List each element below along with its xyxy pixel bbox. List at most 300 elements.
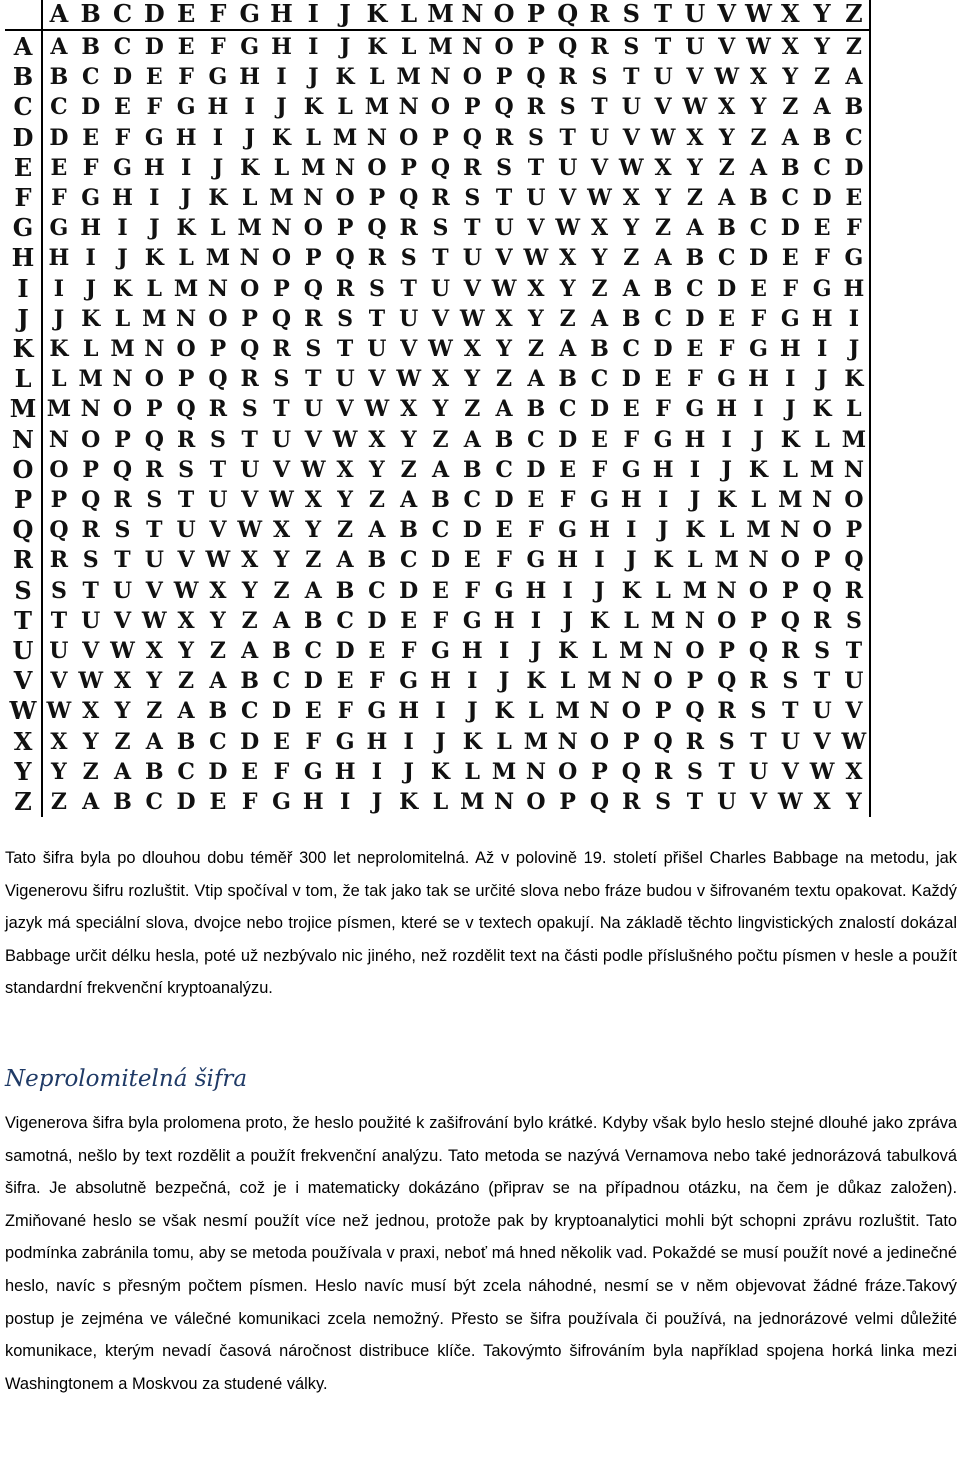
table-cell: I <box>626 517 637 544</box>
table-cell: G <box>144 124 164 151</box>
table-cell: V <box>241 487 259 514</box>
table-cell: Y <box>559 275 576 302</box>
table-cell: S <box>82 547 99 574</box>
table-cell: C <box>463 487 482 514</box>
table-cell: A <box>336 547 354 574</box>
table-cell: L <box>464 758 481 785</box>
table-cell: W <box>46 698 72 725</box>
table-cell: I <box>308 34 319 61</box>
table-cell: A <box>431 456 450 483</box>
table-cell: C <box>240 698 259 725</box>
table-cell: J <box>308 64 319 91</box>
table-cell: I <box>244 94 255 121</box>
table-cell: E <box>750 275 767 302</box>
table-cell: H <box>811 305 833 332</box>
table-cell: A <box>654 245 672 272</box>
table-cell: B <box>590 336 609 363</box>
table-cell: S <box>464 185 481 212</box>
table-cell: O <box>208 305 228 332</box>
table-cell: Z <box>464 396 481 423</box>
table-cell: Y <box>178 638 194 665</box>
table-cell: R <box>590 34 609 61</box>
table-cell: C <box>527 426 545 453</box>
table-row-key-letter: I <box>17 273 29 303</box>
table-right-border <box>869 0 871 817</box>
table-cell: Y <box>687 154 703 181</box>
table-cell: G <box>335 728 355 755</box>
table-cell: Z <box>623 245 640 272</box>
table-cell: X <box>495 305 513 332</box>
table-cell: L <box>782 456 799 483</box>
table-cell: L <box>687 547 703 574</box>
table-cell: Y <box>337 487 353 514</box>
table-cell: I <box>689 456 701 483</box>
table-cell: R <box>812 607 832 634</box>
table-cell: S <box>686 758 703 785</box>
table-cell: G <box>49 215 69 242</box>
table-cell: K <box>430 758 451 785</box>
table-cell: S <box>337 305 354 332</box>
table-cell: L <box>369 64 385 91</box>
table-cell: B <box>749 185 768 212</box>
table-cell: S <box>432 215 449 242</box>
table-cell: B <box>335 577 355 604</box>
table-cell: U <box>367 336 387 363</box>
table-cell: V <box>113 607 132 634</box>
table-cell: B <box>812 124 832 151</box>
table-cell: V <box>431 305 450 332</box>
table-cell: R <box>367 245 387 272</box>
table-cell: S <box>178 456 195 483</box>
table-cell: Q <box>271 305 292 332</box>
table-cell: V <box>304 426 322 453</box>
table-cell: H <box>175 124 197 151</box>
table-cell: L <box>305 124 322 151</box>
table-cell: H <box>398 698 420 725</box>
table-cell: C <box>749 215 768 242</box>
table-cell: H <box>271 34 292 61</box>
table-cell: L <box>623 607 640 634</box>
table-row-key-letter: V <box>13 666 33 696</box>
table-cell: C <box>145 789 164 816</box>
table-cell: F <box>623 426 640 453</box>
table-cell: T <box>623 64 640 91</box>
table-cell: W <box>205 547 231 574</box>
table-cell: N <box>303 185 324 212</box>
table-cell: W <box>78 668 104 695</box>
table-cell: D <box>240 728 260 755</box>
table-cell: I <box>117 215 128 242</box>
table-cell: N <box>780 517 801 544</box>
table-cell: U <box>844 668 864 695</box>
table-cell: T <box>273 396 290 423</box>
table-cell: W <box>364 396 390 423</box>
table-cell: D <box>303 668 323 695</box>
table-cell: K <box>653 547 673 574</box>
table-cell: I <box>435 698 446 725</box>
table-cell: R <box>653 758 673 785</box>
table-cell: T <box>464 215 481 242</box>
table-cell: F <box>464 577 481 604</box>
table-cell: U <box>208 487 228 514</box>
table-cell: E <box>145 64 163 91</box>
table-row-key-letter: N <box>12 424 34 454</box>
table-cell: V <box>400 336 418 363</box>
table-cell: S <box>368 275 385 302</box>
table-cell: W <box>523 245 549 272</box>
table-row-key-letter: Z <box>14 787 32 817</box>
table-cell: K <box>112 275 133 302</box>
table-cell: X <box>749 64 768 91</box>
table-cell: D <box>526 456 546 483</box>
table-cell: P <box>241 305 258 332</box>
table-cell: W <box>555 215 581 242</box>
table-cell: M <box>555 698 580 725</box>
table-cell: V <box>718 34 736 61</box>
table-cell: N <box>462 34 483 61</box>
table-cell: B <box>367 547 387 574</box>
table-cell: R <box>176 426 196 453</box>
table-header-letter: E <box>176 0 196 28</box>
table-cell: M <box>841 426 867 453</box>
table-cell: V <box>590 154 609 181</box>
table-cell: A <box>527 366 545 393</box>
table-cell: D <box>812 185 832 212</box>
table-header-letter: T <box>654 0 673 28</box>
table-cell: F <box>655 396 671 423</box>
table-cell: P <box>50 487 68 514</box>
table-cell: Q <box>367 215 387 242</box>
table-cell: M <box>46 396 72 423</box>
table-cell: N <box>684 607 705 634</box>
table-cell: G <box>558 517 578 544</box>
table-cell: X <box>400 396 418 423</box>
table-cell: Y <box>782 64 799 91</box>
table-cell: H <box>112 185 133 212</box>
table-cell: R <box>272 336 291 363</box>
table-cell: N <box>239 245 260 272</box>
table-cell: G <box>494 577 514 604</box>
table-cell: Z <box>209 638 226 665</box>
table-cell: H <box>239 64 261 91</box>
table-cell: E <box>50 154 68 181</box>
table-cell: T <box>209 456 227 483</box>
table-row-key-letter: K <box>12 334 34 364</box>
table-cell: S <box>655 789 672 816</box>
table-cell: U <box>462 245 482 272</box>
table-cell: R <box>399 215 418 242</box>
table-cell: L <box>337 94 353 121</box>
table-cell: F <box>432 607 449 634</box>
table-cell: F <box>369 668 385 695</box>
table-cell: J <box>180 185 192 212</box>
table-row-key-letter: R <box>13 545 33 575</box>
table-cell: V <box>654 94 672 121</box>
table-cell: X <box>368 426 386 453</box>
table-cell: I <box>85 245 96 272</box>
table-cell: Z <box>686 185 703 212</box>
table-cell: B <box>494 426 514 453</box>
table-cell: K <box>335 64 355 91</box>
table-cell: I <box>816 336 828 363</box>
table-cell: B <box>272 638 291 665</box>
table-cell: L <box>400 34 417 61</box>
table-row-key-letter: F <box>14 183 32 213</box>
table-cell: F <box>114 124 131 151</box>
table-cell: V <box>559 185 577 212</box>
table-cell: G <box>113 154 132 181</box>
table-cell: G <box>749 336 768 363</box>
table-cell: G <box>367 698 387 725</box>
table-cell: R <box>749 668 768 695</box>
table-cell: F <box>750 305 767 332</box>
table-cell: Z <box>559 305 576 332</box>
table-cell: V <box>686 64 704 91</box>
table-cell: Q <box>748 638 769 665</box>
table-cell: K <box>685 517 705 544</box>
table-cell: G <box>81 185 101 212</box>
table-cell: M <box>714 547 739 574</box>
table-cell: D <box>589 396 610 423</box>
table-cell: C <box>845 124 863 151</box>
table-cell: W <box>237 517 263 544</box>
table-cell: M <box>205 245 231 272</box>
table-cell: E <box>114 94 131 121</box>
table-cell: J <box>53 305 65 332</box>
table-cell: N <box>144 336 165 363</box>
table-cell: O <box>430 94 451 121</box>
table-cell: M <box>142 305 167 332</box>
table-cell: T <box>241 426 258 453</box>
table-cell: Z <box>50 789 67 816</box>
table-cell: Y <box>655 185 671 212</box>
table-cell: J <box>594 577 605 604</box>
table-cell: K <box>526 668 546 695</box>
table-cell: D <box>558 426 578 453</box>
table-cell: K <box>240 154 260 181</box>
table-header-letter: G <box>239 0 260 28</box>
table-cell: T <box>146 517 163 544</box>
table-cell: W <box>746 34 771 61</box>
table-cell: B <box>780 154 800 181</box>
table-cell: S <box>845 607 862 634</box>
table-cell: F <box>305 728 322 755</box>
table-cell: C <box>431 517 450 544</box>
table-cell: L <box>51 366 67 393</box>
table-cell: Z <box>273 577 290 604</box>
table-cell: X <box>145 638 163 665</box>
table-cell: L <box>241 185 258 212</box>
table-cell: F <box>241 789 258 816</box>
table-cell: F <box>400 638 417 665</box>
table-cell: J <box>467 698 478 725</box>
table-cell: M <box>809 456 835 483</box>
table-header-letter: B <box>80 0 101 28</box>
table-cell: T <box>686 789 704 816</box>
table-cell: X <box>272 517 291 544</box>
table-cell: J <box>848 336 860 363</box>
table-row-key-letter: W <box>9 696 37 726</box>
table-cell: I <box>721 426 732 453</box>
table-cell: Y <box>369 456 385 483</box>
table-cell: J <box>562 607 573 634</box>
table-cell: X <box>718 94 736 121</box>
table-cell: P <box>177 366 195 393</box>
table-cell: K <box>812 396 832 423</box>
table-cell: G <box>717 366 737 393</box>
table-cell: D <box>112 64 133 91</box>
table-cell: K <box>367 34 387 61</box>
table-cell: F <box>528 517 544 544</box>
table-cell: Q <box>303 275 323 302</box>
table-header-letter: A <box>49 0 69 28</box>
table-cell: M <box>396 64 421 91</box>
table-cell: F <box>273 758 290 785</box>
table-cell: H <box>557 547 579 574</box>
table-cell: K <box>208 185 228 212</box>
table-cell: U <box>494 215 514 242</box>
table-cell: D <box>653 336 673 363</box>
table-cell: R <box>240 366 259 393</box>
table-cell: Q <box>430 154 451 181</box>
table-cell: P <box>591 758 608 785</box>
table-cell: H <box>461 638 483 665</box>
table-row-key-letter: C <box>13 92 33 122</box>
table-cell: L <box>146 275 163 302</box>
table-cell: W <box>332 426 358 453</box>
table-row-key-letter: B <box>12 62 34 92</box>
table-cell: T <box>305 366 322 393</box>
table-cell: R <box>49 547 69 574</box>
table-cell: R <box>781 638 800 665</box>
table-cell: I <box>276 64 287 91</box>
table-cell: X <box>559 245 577 272</box>
table-cell: D <box>462 517 482 544</box>
table-cell: D <box>208 758 228 785</box>
table-cell: T <box>782 698 799 725</box>
table-cell: H <box>843 275 865 302</box>
table-cell: T <box>527 154 545 181</box>
table-cell: T <box>495 185 513 212</box>
table-cell: Z <box>432 426 449 453</box>
table-cell: Y <box>464 366 481 393</box>
table-cell: N <box>112 366 133 393</box>
table-cell: E <box>336 668 354 695</box>
table-cell: B <box>685 245 705 272</box>
table-cell: N <box>557 728 578 755</box>
table-cell: U <box>399 305 419 332</box>
table-cell: A <box>241 638 259 665</box>
table-cell: H <box>48 245 70 272</box>
table-cell: W <box>841 728 867 755</box>
table-cell: R <box>208 396 228 423</box>
table-cell: S <box>241 396 258 423</box>
table-row-key-letter: T <box>14 605 32 635</box>
table-cell: C <box>717 245 736 272</box>
table-header-letter: U <box>684 0 706 28</box>
table-header-divider <box>5 29 870 31</box>
table-cell: M <box>746 517 771 544</box>
table-cell: V <box>495 245 513 272</box>
table-cell: B <box>717 215 736 242</box>
table-cell: M <box>491 758 517 785</box>
table-cell: A <box>495 396 513 423</box>
table-cell: F <box>146 94 163 121</box>
table-cell: Y <box>146 668 163 695</box>
table-cell: N <box>716 577 737 604</box>
table-cell: Q <box>399 185 419 212</box>
table-cell: L <box>82 336 99 363</box>
table-cell: E <box>813 215 831 242</box>
table-cell: A <box>781 124 799 151</box>
table-cell: J <box>244 124 255 151</box>
table-cell: J <box>626 547 637 574</box>
table-cell: R <box>717 698 736 725</box>
table-header-letter: V <box>717 0 736 28</box>
table-cell: R <box>558 64 577 91</box>
table-cell: S <box>750 698 767 725</box>
table-cell: N <box>621 668 642 695</box>
table-cell: S <box>718 728 735 755</box>
table-cell: C <box>781 185 800 212</box>
table-cell: U <box>335 366 355 393</box>
table-cell: H <box>684 426 706 453</box>
table-cell: E <box>622 396 640 423</box>
table-cell: V <box>209 517 227 544</box>
table-cell: S <box>559 94 576 121</box>
table-cell: I <box>371 758 383 785</box>
table-cell: I <box>180 154 192 181</box>
table-cell: Y <box>496 336 512 363</box>
table-cell: Q <box>208 366 228 393</box>
table-cell: U <box>780 728 800 755</box>
table-cell: Q <box>176 396 196 423</box>
table-cell: O <box>271 245 292 272</box>
table-cell: E <box>559 456 577 483</box>
table-cell: E <box>241 758 259 785</box>
table-cell: W <box>587 185 612 212</box>
table-cell: C <box>113 34 132 61</box>
table-cell: M <box>332 124 358 151</box>
table-cell: F <box>496 547 512 574</box>
table-cell: J <box>753 426 764 453</box>
table-cell: C <box>813 154 831 181</box>
table-cell: C <box>209 728 227 755</box>
table-cell: N <box>525 758 546 785</box>
table-cell: U <box>176 517 196 544</box>
table-cell: Y <box>814 34 830 61</box>
table-cell: U <box>748 758 769 785</box>
table-row-key-letter: L <box>14 364 32 394</box>
table-cell: I <box>848 305 860 332</box>
table-cell: K <box>176 215 196 242</box>
table-cell: M <box>682 577 708 604</box>
table-cell: O <box>112 396 133 423</box>
table-cell: P <box>82 456 99 483</box>
table-cell: P <box>686 668 704 695</box>
table-cell: Q <box>685 698 705 725</box>
table-cell: T <box>813 668 831 695</box>
table-cell: I <box>53 275 65 302</box>
table-cell: D <box>81 94 101 121</box>
table-cell: X <box>781 34 799 61</box>
table-cell: M <box>78 366 103 393</box>
table-cell: O <box>812 517 832 544</box>
table-cell: P <box>559 789 576 816</box>
table-cell: P <box>273 275 290 302</box>
table-cell: Q <box>589 789 610 816</box>
table-cell: Y <box>623 215 640 242</box>
